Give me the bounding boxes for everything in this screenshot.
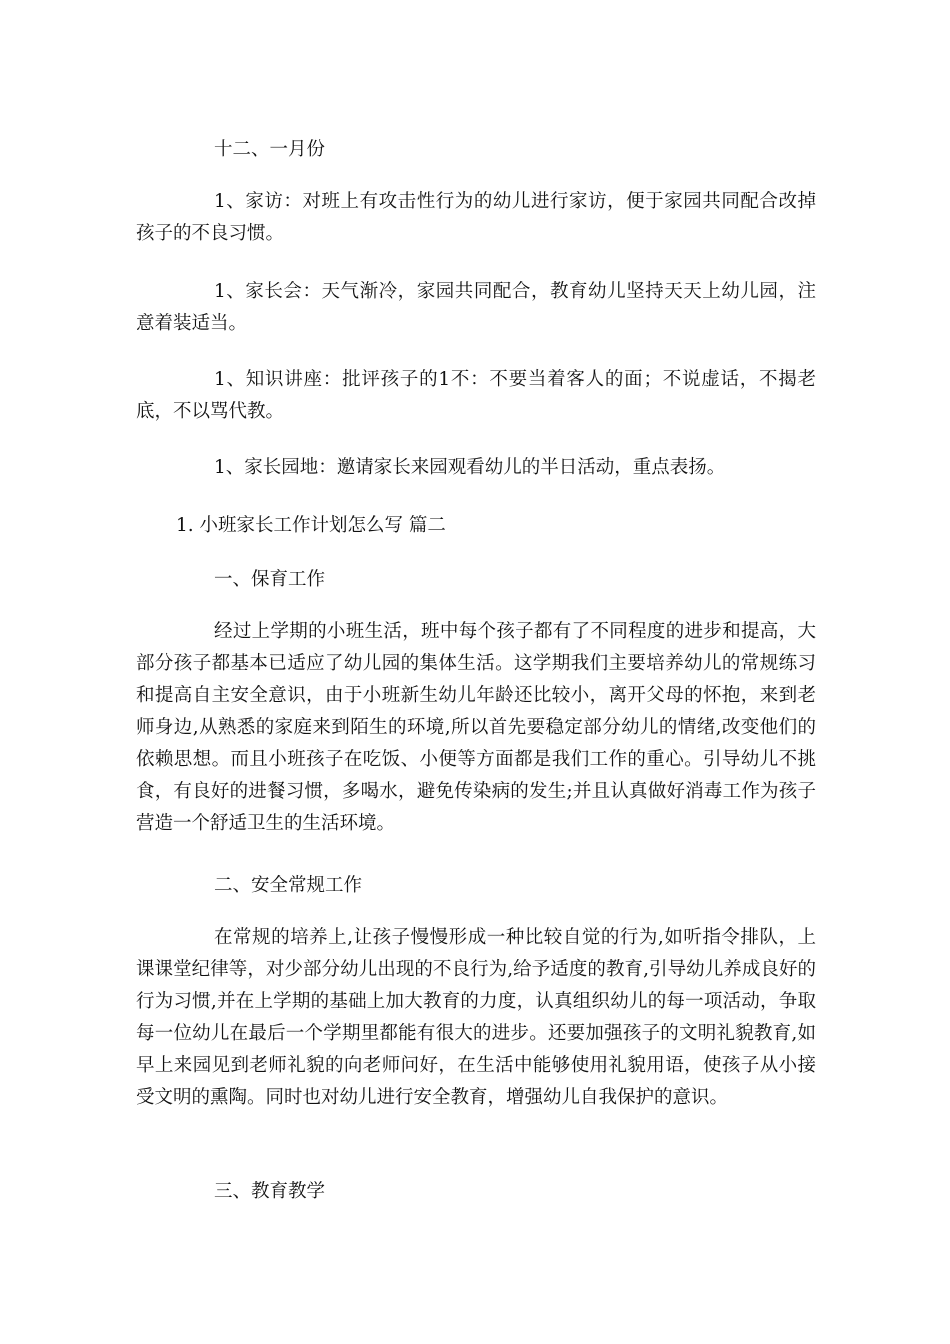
list-item: 1、知识讲座：批评孩子的1不：不要当着客人的面；不说虚话，不揭老底，不以骂代教。 bbox=[136, 369, 816, 422]
list-item: 1、家长会：天气渐冷，家园共同配合，教育幼儿坚持天天上幼儿园，注意着装适当。 bbox=[136, 281, 816, 334]
section-heading: 二、安全常规工作 bbox=[214, 875, 363, 896]
paragraph: 经过上学期的小班生活，班中每个孩子都有了不同程度的进步和提高，大部分孩子都基本已适应了幼儿园的集体生活。这学期我们主要培养幼儿的常规练习和提高自主安全意识，由于小班新生幼儿年龄还比较小，离开父母的怀抱，来到老师身边,从熟悉的家庭来到陌生的环境,所以首先要稳定部分幼儿的情绪,改变他们的依赖思想。而且小班孩子在吃饭、小便等方面都是我们工作的重心。引导幼儿不挑食，有良好的进餐习惯，多喝水，避免传染病的发生;并且认真做好消毒工作为孩子营造一个舒适卫生的生活环境。 bbox=[136, 621, 816, 834]
section-title: 十二、一月份 bbox=[214, 139, 326, 160]
list-item: 1、家长园地：邀请家长来园观看幼儿的半日活动，重点表扬。 bbox=[214, 457, 726, 478]
subheading: 1. 小班家长工作计划怎么写 篇二 bbox=[176, 515, 446, 536]
section-heading: 三、教育教学 bbox=[214, 1181, 326, 1202]
list-item: 1、家访：对班上有攻击性行为的幼儿进行家访，便于家园共同配合改掉孩子的不良习惯。 bbox=[136, 191, 816, 244]
section-heading: 一、保育工作 bbox=[214, 569, 326, 590]
paragraph: 在常规的培养上,让孩子慢慢形成一种比较自觉的行为,如听指令排队，上课课堂纪律等，对少部分幼儿出现的不良行为,给予适度的教育,引导幼儿养成良好的行为习惯,并在上学期的基础上加大教育的力度，认真组织幼儿的每一项活动，争取每一位幼儿在最后一个学期里都能有很大的进步。还要加强孩子的文明礼貌教育,如早上来园见到老师礼貌的向老师问好，在生活中能够使用礼貌用语，使孩子从小接受文明的熏陶。同时也对幼儿进行安全教育，增强幼儿自我保护的意识。 bbox=[136, 927, 816, 1108]
